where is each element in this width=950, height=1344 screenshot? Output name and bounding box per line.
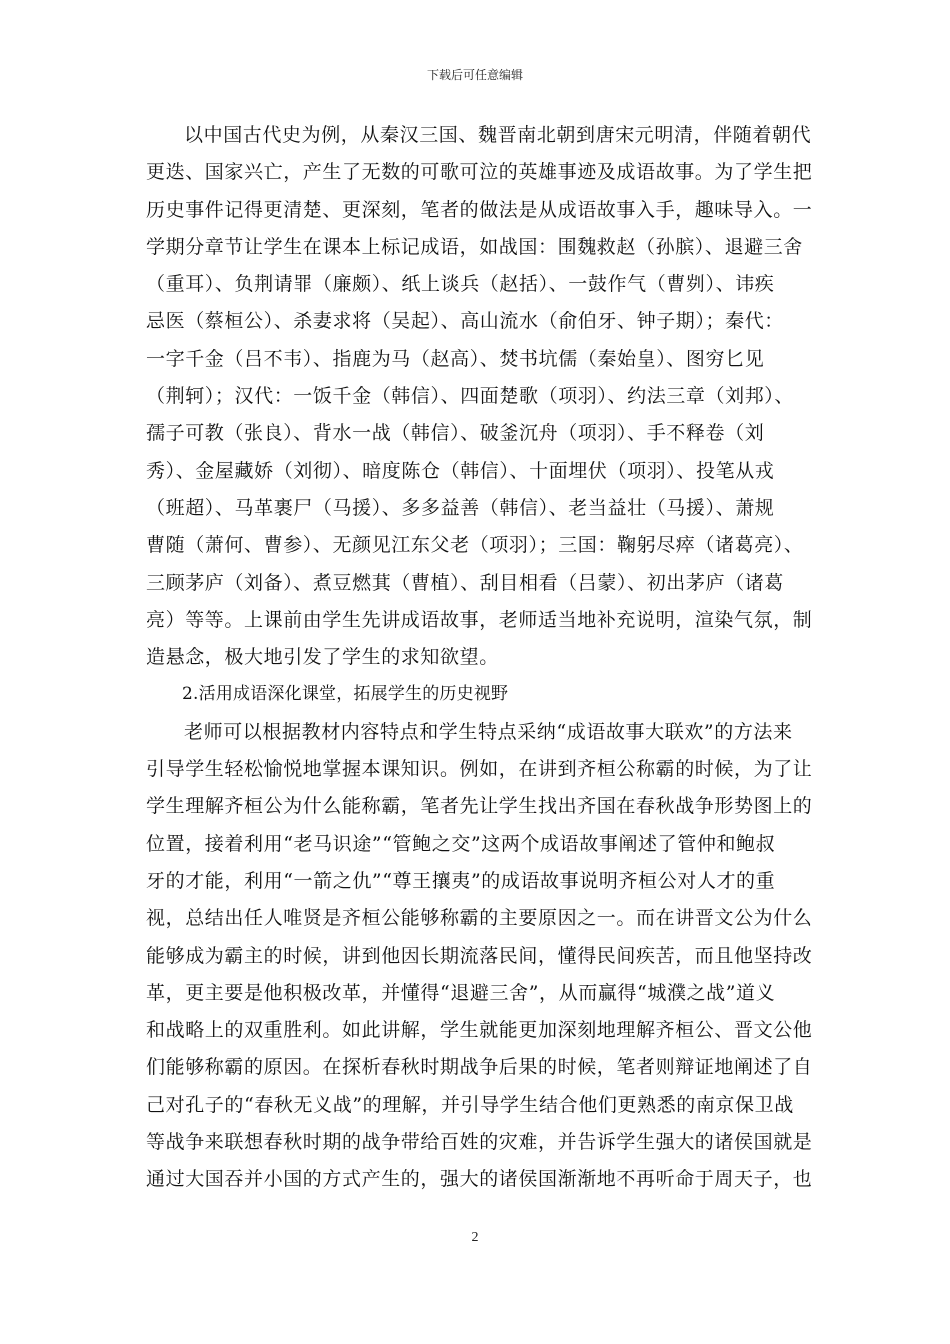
paragraph-line: 三顾茅庐（刘备）、煮豆燃萁（曹植）、刮目相看（吕蒙）、初出茅庐（诸葛	[146, 571, 784, 594]
paragraph-line: 历史事件记得更清楚、更深刻，笔者的做法是从成语故事入手，趣味导入。一	[146, 198, 813, 221]
paragraph-line: 和战略上的双重胜利。如此讲解，学生就能更加深刻地理解齐桓公、晋文公他	[146, 1019, 813, 1042]
page-number: 2	[471, 1230, 479, 1245]
paragraph-line: 老师可以根据教材内容特点和学生特点采纳“成语故事大联欢”的方法来	[184, 720, 793, 743]
paragraph-line: 等战争来联想春秋时期的战争带给百姓的灾难，并告诉学生强大的诸侯国就是	[146, 1131, 813, 1154]
paragraph-line: 一字千金（吕不韦）、指鹿为马（赵高）、焚书坑儒（秦始皇）、图穷匕见	[146, 347, 765, 370]
paragraph-line: 革，更主要是他积极改革，并懂得“退避三舍”，从而赢得“城濮之战”道义	[146, 981, 776, 1004]
paragraph-line: 以中国古代史为例，从秦汉三国、魏晋南北朝到唐宋元明清，伴随着朝代	[184, 124, 812, 146]
section-heading: 2.活用成语深化课堂，拓展学生的历史视野	[182, 684, 509, 705]
paragraph-line: 牙的才能，利用“一箭之仇”“尊王攘夷”的成语故事说明齐桓公对人才的重	[146, 869, 776, 892]
paragraph-line: （荆轲）；汉代：一饭千金（韩信）、四面楚歌（项羽）、约法三章（刘邦）、	[146, 385, 795, 408]
paragraph-line: 位置，接着利用“老马识途”“管鲍之交”这两个成语故事阐述了管仲和鲍叔	[146, 832, 776, 855]
paragraph-line: 曹随（萧何、曹参）、无颜见江东父老（项羽）；三国：鞠躬尽瘁（诸葛亮）、	[146, 534, 804, 557]
paragraph-line: 学生理解齐桓公为什么能称霸，笔者先让学生找出齐国在春秋战争形势图上的	[146, 795, 813, 818]
paragraph-line: 们能够称霸的原因。在探析春秋时期战争后果的时候，笔者则辩证地阐述了自	[146, 1056, 813, 1079]
page-header: 下载后可任意编辑	[426, 68, 523, 82]
paragraph-line: 忌医（蔡桓公）、杀妻求将（吴起）、高山流水（俞伯牙、钟子期）；秦代：	[146, 310, 784, 333]
paragraph-line: 己对孔子的“春秋无义战”的理解，并引导学生结合他们更熟悉的南京保卫战	[146, 1093, 794, 1116]
paragraph-line: 孺子可教（张良）、背水一战（韩信）、破釜沉舟（项羽）、手不释卷（刘	[146, 422, 765, 445]
paragraph-line: 亮）等等。上课前由学生先讲成语故事，老师适当地补充说明，渲染气氛，制	[146, 608, 813, 631]
paragraph-line: 造悬念，极大地引发了学生的求知欲望。	[146, 646, 499, 669]
paragraph-line: 学期分章节让学生在课本上标记成语，如战国：围魏救赵（孙膑）、退避三舍	[146, 235, 803, 258]
paragraph-line: 能够成为霸主的时候，讲到他因长期流落民间，懂得民间疾苦，而且他坚持改	[146, 944, 813, 967]
paragraph-line: 通过大国吞并小国的方式产生的，强大的诸侯国渐渐地不再听命于周天子，也	[146, 1168, 813, 1191]
paragraph-line: （重耳）、负荆请罪（廉颇）、纸上谈兵（赵括）、一鼓作气（曹刿）、讳疾	[146, 273, 775, 296]
paragraph-line: 秀）、金屋藏娇（刘彻）、暗度陈仓（韩信）、十面埋伏（项羽）、投笔从戎	[146, 459, 775, 482]
paragraph-line: （班超）、马革裹尸（马援）、多多益善（韩信）、老当益壮（马援）、萧规	[146, 496, 775, 519]
document-body	[146, 117, 811, 1199]
paragraph-line: 视，总结出任人唯贤是齐桓公能够称霸的主要原因之一。而在讲晋文公为什么	[146, 907, 813, 930]
paragraph-line: 引导学生轻松愉悦地掌握本课知识。例如，在讲到齐桓公称霸的时候，为了让	[146, 758, 813, 781]
paragraph-line: 更迭、国家兴亡，产生了无数的可歌可泣的英雄事迹及成语故事。为了学生把	[146, 161, 813, 184]
